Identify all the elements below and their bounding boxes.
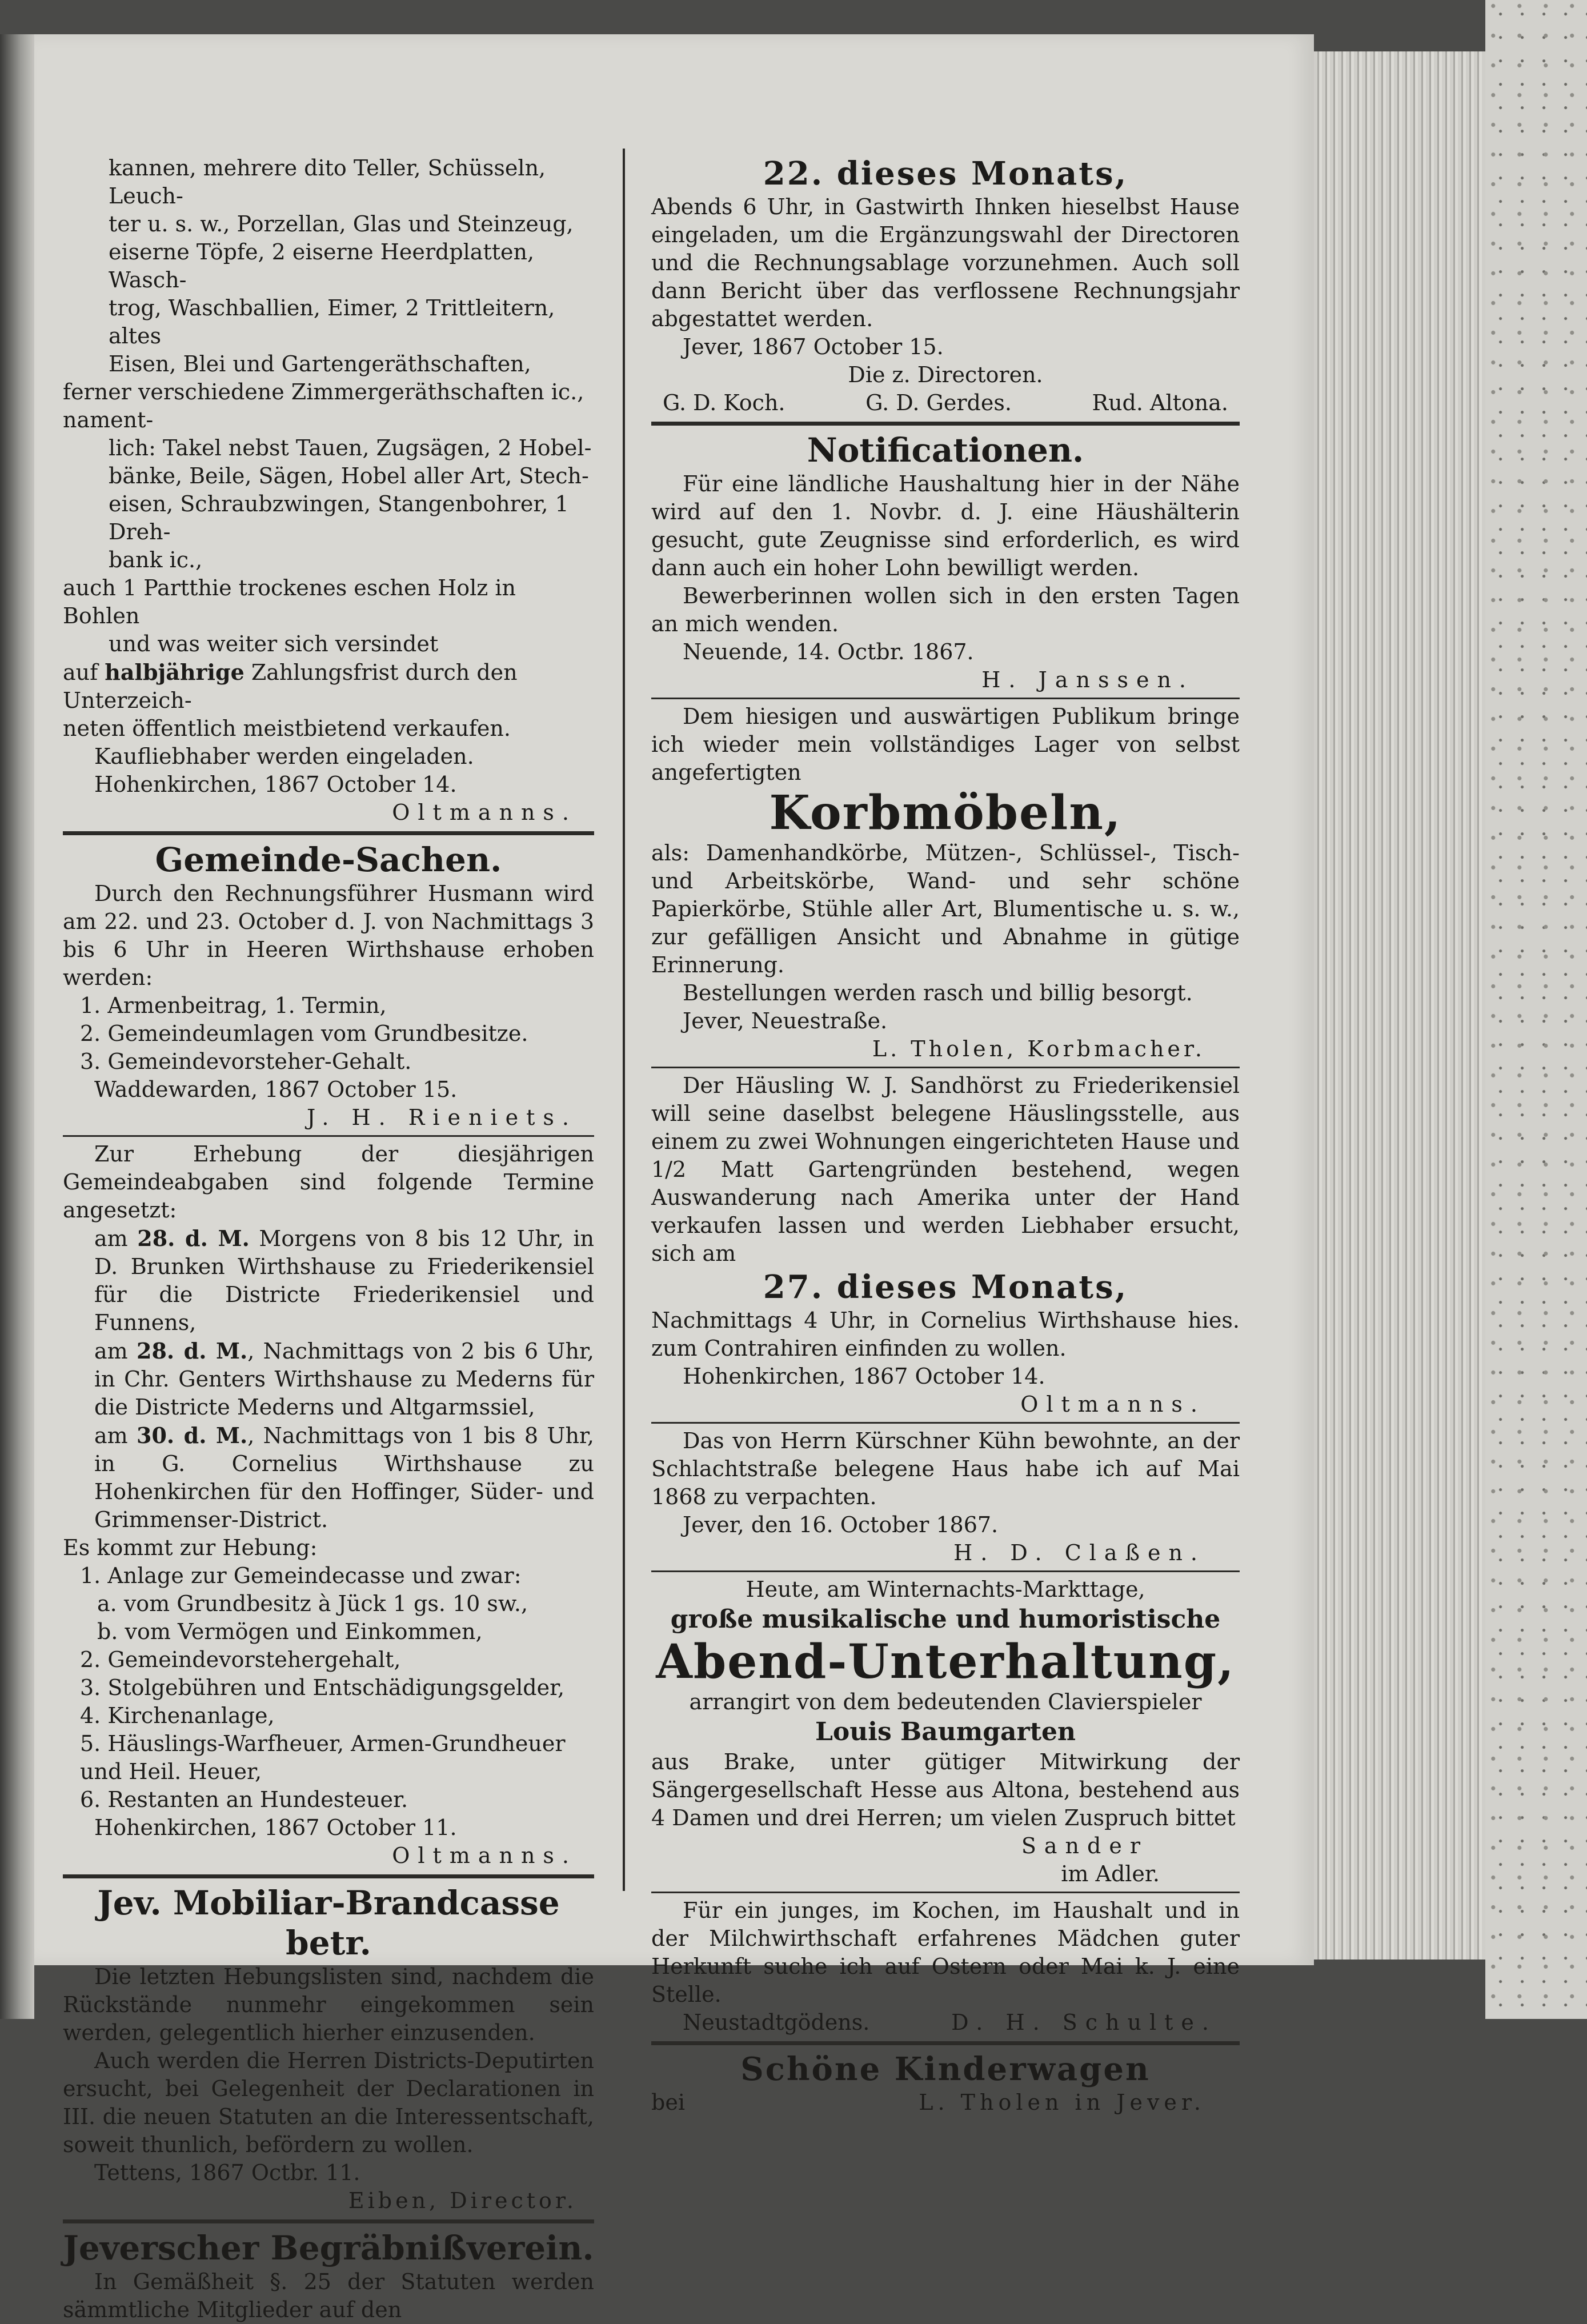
list-item: b. vom Vermögen und Einkommen,: [97, 1619, 483, 1644]
korb-text: als: Damenhandkörbe, Mützen-, Schlüssel-, Tisch- und Arbeitskörbe, Wand- und sehr schöne Papierkörbe, Stühle aller Art, Blumentische u. s. w., zur gefälligen Ansicht und Abnahme in gütige Erinnerung.: [651, 840, 1240, 977]
signature: G. D. Koch.: [663, 390, 786, 415]
concert-arranged: arrangirt von dem bedeutenden Clavierspieler: [689, 1689, 1202, 1714]
brandcasse-text-2: Auch werden die Herren Districts-Deputirten ersucht, bei Gelegenheit der Declarationen in III. die neuen Statuten an die Interessentschaft, soweit thunlich, befördern zu wollen.: [63, 2048, 594, 2157]
korb-signature: L. Tholen, Korbmacher.: [872, 1036, 1205, 1061]
sandhoerst-date: 27. dieses Monats,: [763, 1268, 1128, 1306]
section-rule: [651, 1570, 1240, 1572]
korb-place: Jever, Neuestraße.: [683, 1008, 888, 1033]
auction-wood: auch 1 Partthie trockenes eschen Holz in Bohlen und was weiter sich versindet auf halbjährige Zahlungsfrist durch den Unterzeich- neten öffentlich meistbietend verkaufen. Kaufliebhaber werden eingeladen. Hohenkirchen, 1867 October 14. Oltmanns.: [63, 574, 594, 827]
list-item: 6. Restanten an Hundesteuer.: [80, 1787, 408, 1812]
sandhoerst-text: Der Häusling W. J. Sandhörst zu Friederikensiel will seine daselbst belegene Häuslingsstelle, aus einem zu zwei Wohnungen eingerichteten Hause und 1/2 Matt Gartengründen bestehend, wegen Auswanderung nach Amerika unter der Hand verkaufen lassen und werden Liebhaber ersucht, sich am: [651, 1073, 1240, 1266]
list-item: 2. Gemeindevorstehergehalt,: [80, 1647, 401, 1672]
concert-venue: im Adler.: [1061, 1861, 1160, 1886]
gemeinde-list: [63, 992, 594, 1076]
kinderwagen-footer: [651, 2089, 1240, 2117]
concert-heading: Abend-Unterhaltung,: [656, 1634, 1235, 1689]
page-stack-edge: [1314, 51, 1485, 1960]
section-rule: [651, 2041, 1240, 2045]
notificationen-heading: Notificationen.: [807, 431, 1084, 470]
column-divider: [623, 149, 625, 1891]
section-rule: [651, 1067, 1240, 1068]
concert-signature: Sander: [1021, 1833, 1148, 1858]
section-rule: [651, 1422, 1240, 1424]
abgaben-term-1: am 28. d. M. Morgens von 8 bis 12 Uhr, in D. Brunken Wirthshause zu Friederikensiel für die Districte Friederikensiel und Funnens,: [94, 1225, 594, 1335]
meeting-text: Abends 6 Uhr, in Gastwirth Ihnken hieselbst Hause eingeladen, um die Ergänzungswahl der Directoren und die Rechnungsablage vorzunehmen. Auch soll dann Bericht über das verflossene Rechnungsjahr abgestattet werden.: [651, 194, 1240, 331]
brandcasse-signature: Eiben, Director.: [348, 2188, 577, 2213]
korb-intro: Dem hiesigen und auswärtigen Publikum bringe ich wieder mein vollständiges Lager von selbst angefertigten: [651, 704, 1240, 785]
signature: Rud. Altona.: [1092, 390, 1228, 415]
gemeinde-text: Durch den Rechnungsführer Husmann wird am 22. und 23. October d. J. von Nachmittags 3 bis 6 Uhr in Heeren Wirthshause erhoben werden:: [63, 881, 594, 990]
kuehn-signature: H. D. Claßen.: [953, 1540, 1205, 1565]
sandhoerst-place: Hohenkirchen, 1867 October 14.: [683, 1364, 1045, 1389]
gemeinde-place: Waddewarden, 1867 October 15.: [94, 1077, 458, 1102]
maid-signature: D. H. Schulte.: [951, 2010, 1217, 2035]
brandcasse-place: Tettens, 1867 Octbr. 11.: [94, 2160, 360, 2185]
section-rule: [63, 1135, 594, 1137]
list-item: 5. Häuslings-Warfheuer, Armen-Grundheuer und Heil. Heuer,: [80, 1731, 566, 1784]
abgaben-place: Hohenkirchen, 1867 October 11.: [94, 1815, 457, 1840]
left-column: [63, 154, 594, 2324]
list-item: a. vom Grundbesitz à Jück 1 gs. 10 sw.,: [97, 1591, 528, 1616]
section-rule: [651, 1892, 1240, 1893]
meeting-role: Die z. Directoren.: [848, 362, 1043, 387]
auction-place: Hohenkirchen, 1867 October 14.: [94, 772, 457, 797]
book-cover: [1485, 0, 1587, 2019]
section-rule: [63, 2219, 594, 2223]
auction-more: ferner verschiedene Zimmergeräthschaften ic., nament- lich: Takel nebst Tauen, Zugsägen, 2 Hobel- bänke, Beile, Sägen, Hobel aller Art, Stech- eisen, Schraubzwingen, Stangenbohrer, 1 Dreh- bank ic.,: [63, 379, 592, 572]
abgaben-kommt: Es kommt zur Hebung:: [63, 1535, 318, 1560]
kinderwagen-prefix: bei: [651, 2090, 685, 2115]
concert-text: aus Brake, unter gütiger Mitwirkung der Sängergesellschaft Hesse aus Altona, bestehend aus 4 Damen und drei Herren; um vielen Zuspruch bittet: [651, 1749, 1240, 1830]
list-item: 1. Armenbeitrag, 1. Termin,: [80, 993, 387, 1018]
right-column: [651, 154, 1240, 2117]
section-rule: [63, 1874, 594, 1878]
gemeinde-signature: J. H. Rieniets.: [307, 1105, 577, 1130]
meeting-place: Jever, 1867 October 15.: [683, 334, 944, 359]
kinderwagen-heading: Schöne Kinderwagen: [740, 2050, 1151, 2088]
list-item: 3. Stolgebühren und Entschädigungsgelder,: [80, 1675, 565, 1700]
korb-heading: Korbmöbeln,: [769, 786, 1122, 840]
abgaben-list: [63, 1562, 594, 1814]
left-page-edge: [0, 34, 34, 2019]
section-rule: [651, 698, 1240, 699]
kinderwagen-signature: L. Tholen in Jever.: [919, 2090, 1205, 2115]
auction-signature: Oltmanns.: [392, 800, 577, 825]
maid-text: Für ein junges, im Kochen, im Haushalt und in der Milchwirthschaft erfahrenes Mädchen guter Herkunft suche ich auf Ostern oder Mai k. J. eine Stelle.: [651, 1898, 1240, 2007]
concert-intro: Heute, am Winternachts-Markttage,: [746, 1577, 1145, 1602]
brandcasse-heading: Jev. Mobiliar-Brandcasse betr.: [97, 1884, 560, 1962]
brandcasse-text: Die letzten Hebungslisten sind, nachdem die Rückstände nunmehr eingekommen sein werden, gelegentlich hierher einzusenden.: [63, 1964, 594, 2045]
list-item: 4. Kirchenanlage,: [80, 1703, 275, 1728]
concert-subtitle: große musikalische und humoristische: [670, 1605, 1221, 1634]
sandhoerst-signature: Oltmanns.: [1020, 1392, 1205, 1417]
housekeeper-place: Neuende, 14. Octbr. 1867.: [683, 639, 974, 664]
section-rule: [63, 831, 594, 835]
signature: G. D. Gerdes.: [865, 390, 1012, 415]
abgaben-term-3: am 30. d. M., Nachmittags von 1 bis 8 Uhr, in G. Cornelius Wirthshause zu Hohenkirchen für den Hoffinger, Süder- und Grimmenser-District.: [94, 1423, 594, 1532]
kuehn-text: Das von Herrn Kürschner Kühn bewohnte, an der Schlachtstraße belegene Haus habe ich auf Mai 1868 zu verpachten.: [651, 1428, 1240, 1509]
abgaben-text: Zur Erhebung der diesjährigen Gemeindeabgaben sind folgende Termine angesetzt:: [63, 1141, 594, 1223]
maid-place: Neustadtgödens.: [683, 2010, 870, 2035]
list-item: 1. Anlage zur Gemeindecasse und zwar:: [80, 1563, 522, 1588]
list-item: 2. Gemeindeumlagen vom Grundbesitze.: [80, 1021, 528, 1046]
kuehn-place: Jever, den 16. October 1867.: [683, 1512, 999, 1537]
abgaben-term-2: am 28. d. M., Nachmittags von 2 bis 6 Uhr, in Chr. Genters Wirthshause zu Mederns für die Districte Mederns und Altgarmssiel,: [94, 1338, 594, 1420]
gemeinde-heading: Gemeinde-Sachen.: [155, 840, 502, 879]
list-item: 3. Gemeindevorsteher-Gehalt.: [80, 1049, 412, 1074]
maid-footer: [651, 2009, 1240, 2037]
meeting-signatures: [651, 389, 1240, 417]
korb-text-2: Bestellungen werden rasch und billig besorgt.: [683, 980, 1193, 1005]
section-rule: [651, 422, 1240, 426]
abgaben-signature: Oltmanns.: [392, 1843, 577, 1868]
sandhoerst-text-2: Nachmittags 4 Uhr, in Cornelius Wirthshause hies. zum Contrahiren einfinden zu wollen.: [651, 1308, 1240, 1361]
auction-notice: kannen, mehrere dito Teller, Schüsseln, Leuch- ter u. s. w., Porzellan, Glas und Steinzeug, eiserne Töpfe, 2 eiserne Heerdplatten, Wasch- trog, Waschballien, Eimer, 2 Trittleitern, altes Eisen, Blei und Gartengeräthschaften,: [109, 155, 574, 376]
housekeeper-signature: H. Janssen.: [981, 667, 1194, 692]
housekeeper-text-2: Bewerberinnen wollen sich in den ersten Tagen an mich wenden.: [651, 583, 1240, 636]
housekeeper-text: Für eine ländliche Haushaltung hier in der Nähe wird auf den 1. Novbr. d. J. eine Häushälterin gesucht, gute Zeugnisse sind erforderlich, es wird dann auch ein hoher Lohn bewilligt werden.: [651, 471, 1240, 580]
meeting-date-heading: 22. dieses Monats,: [763, 155, 1128, 193]
begraebnis-text: In Gemäßheit §. 25 der Statuten werden sämmtliche Mitglieder auf den: [63, 2269, 594, 2322]
begraebnis-heading: Jeverscher Begräbnißverein.: [63, 2229, 594, 2267]
concert-performer: Louis Baumgarten: [815, 1717, 1076, 1746]
